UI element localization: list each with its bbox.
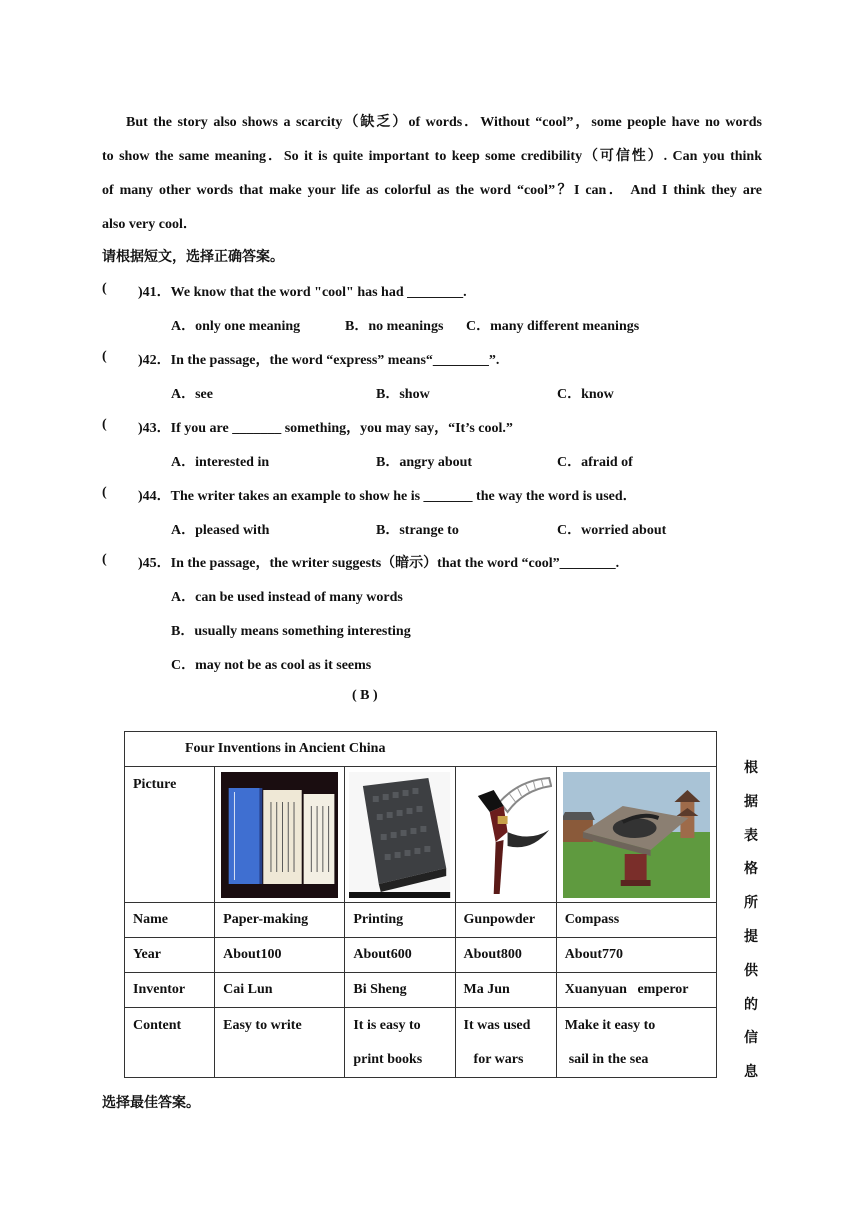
option-42-b[interactable]: B．show <box>376 387 430 402</box>
question-text: )44．The writer takes an example to show he is _______ the way the word is used． <box>138 489 637 504</box>
cell-name-compass: Compass <box>556 903 716 938</box>
row-label-name: Name <box>125 903 215 938</box>
option-43-b[interactable]: B．angry about <box>376 455 473 470</box>
movable-type-icon <box>349 772 450 898</box>
option-41-c[interactable]: C．many different meanings <box>466 319 640 334</box>
cell-content-printing <box>345 1008 455 1078</box>
compass-sundial-icon <box>563 772 710 898</box>
cell-year-gunpowder: About800 <box>455 938 556 973</box>
cell-content-compass <box>556 1008 716 1078</box>
side-char: 供 <box>744 963 758 979</box>
picture-cell-compass <box>556 767 716 903</box>
passage-line-1: But the story also shows a scarcity（缺乏）of words．Without “cool”，some people have no words <box>126 115 762 130</box>
question-text: )41．We know that the word "cool" has had ________. <box>138 285 467 300</box>
cell-inventor-printing: Bi Sheng <box>345 973 455 1008</box>
paper-book-icon <box>221 772 338 898</box>
cell-content-gunpowder <box>455 1008 556 1078</box>
row-label-content: Content <box>125 1008 215 1078</box>
rocket-arrow-icon <box>460 772 552 898</box>
option-41-b[interactable]: B．no meanings <box>345 319 444 334</box>
passage-line-3: of many other words that make your life as colorful as the word “cool”？I can． And I think they are <box>102 183 762 198</box>
option-42-c[interactable]: C．know <box>557 387 614 402</box>
option-45-b[interactable]: B．usually means something interesting <box>171 624 411 639</box>
side-char: 表 <box>744 828 758 844</box>
option-41-a[interactable]: A．only one meaning <box>171 319 301 334</box>
answer-bracket[interactable]: ( <box>102 417 107 432</box>
picture-label: Picture <box>125 767 215 903</box>
cell-name-printing: Printing <box>345 903 455 938</box>
instruction-b: 选择最佳答案。 <box>102 1096 200 1111</box>
picture-cell-paper <box>215 767 345 903</box>
side-char: 提 <box>744 929 758 945</box>
cell-inventor-gunpowder: Ma Jun <box>455 973 556 1008</box>
picture-cell-gunpowder <box>455 767 556 903</box>
side-char: 据 <box>744 794 758 810</box>
cell-year-paper: About100 <box>215 938 345 973</box>
instruction-a: 请根据短文，选择正确答案。 <box>102 250 284 265</box>
inventions-table <box>124 731 717 1078</box>
question-text: )45．In the passage，the writer suggests（暗示）that the word “cool”________. <box>138 556 620 571</box>
question-text: )43．If you are _______ something，you may say，“It’s cool.” <box>138 421 513 436</box>
side-char: 根 <box>744 761 758 776</box>
cell-inventor-compass: Xuanyuan emperor <box>556 973 716 1008</box>
answer-bracket[interactable]: ( <box>102 349 107 364</box>
row-label-year: Year <box>125 938 215 973</box>
cell-name-paper: Paper-making <box>215 903 345 938</box>
option-42-a[interactable]: A．see <box>171 387 213 402</box>
cell-name-gunpowder: Gunpowder <box>455 903 556 938</box>
option-45-a[interactable]: A．can be used instead of many words <box>171 590 403 605</box>
side-instruction <box>742 752 760 1090</box>
cell-year-compass: About770 <box>556 938 716 973</box>
option-45-c[interactable]: C．may not be as cool as it seems <box>171 658 372 673</box>
content-line-2: for wars <box>473 1052 524 1067</box>
option-44-b[interactable]: B．strange to <box>376 523 459 538</box>
passage-line-4: also very cool． <box>102 217 197 232</box>
question-text: )42．In the passage，the word “express” means“________”. <box>138 353 500 368</box>
cell-year-printing: About600 <box>345 938 455 973</box>
side-char: 的 <box>744 997 758 1013</box>
answer-bracket[interactable]: ( <box>102 552 107 567</box>
picture-cell-printing <box>345 767 455 903</box>
side-char: 所 <box>744 896 758 912</box>
side-char: 信 <box>744 1031 758 1047</box>
option-44-c[interactable]: C．worried about <box>557 523 667 538</box>
option-43-a[interactable]: A．interested in <box>171 455 270 470</box>
answer-bracket[interactable]: ( <box>102 485 107 500</box>
option-44-a[interactable]: A．pleased with <box>171 523 270 538</box>
passage-line-2: to show the same meaning．So it is quite important to keep some credibility（可信性）. Can you think <box>102 149 762 164</box>
content-line-1: It was used <box>463 1018 531 1033</box>
content-line-1: Make it easy to <box>564 1018 656 1033</box>
content-line-2: print books <box>353 1052 423 1067</box>
row-label-inventor: Inventor <box>125 973 215 1008</box>
section-b-heading: ( B ) <box>352 688 378 703</box>
side-char: 息 <box>744 1065 758 1081</box>
content-line-1: It is easy to <box>353 1018 421 1033</box>
answer-bracket[interactable]: ( <box>102 281 107 296</box>
content-line-2: sail in the sea <box>568 1052 649 1067</box>
cell-content-paper: Easy to write <box>215 1008 345 1078</box>
side-char: 格 <box>744 862 758 878</box>
table-title: Four Inventions in Ancient China <box>125 732 717 767</box>
cell-inventor-paper: Cai Lun <box>215 973 345 1008</box>
option-43-c[interactable]: C．afraid of <box>557 455 633 470</box>
